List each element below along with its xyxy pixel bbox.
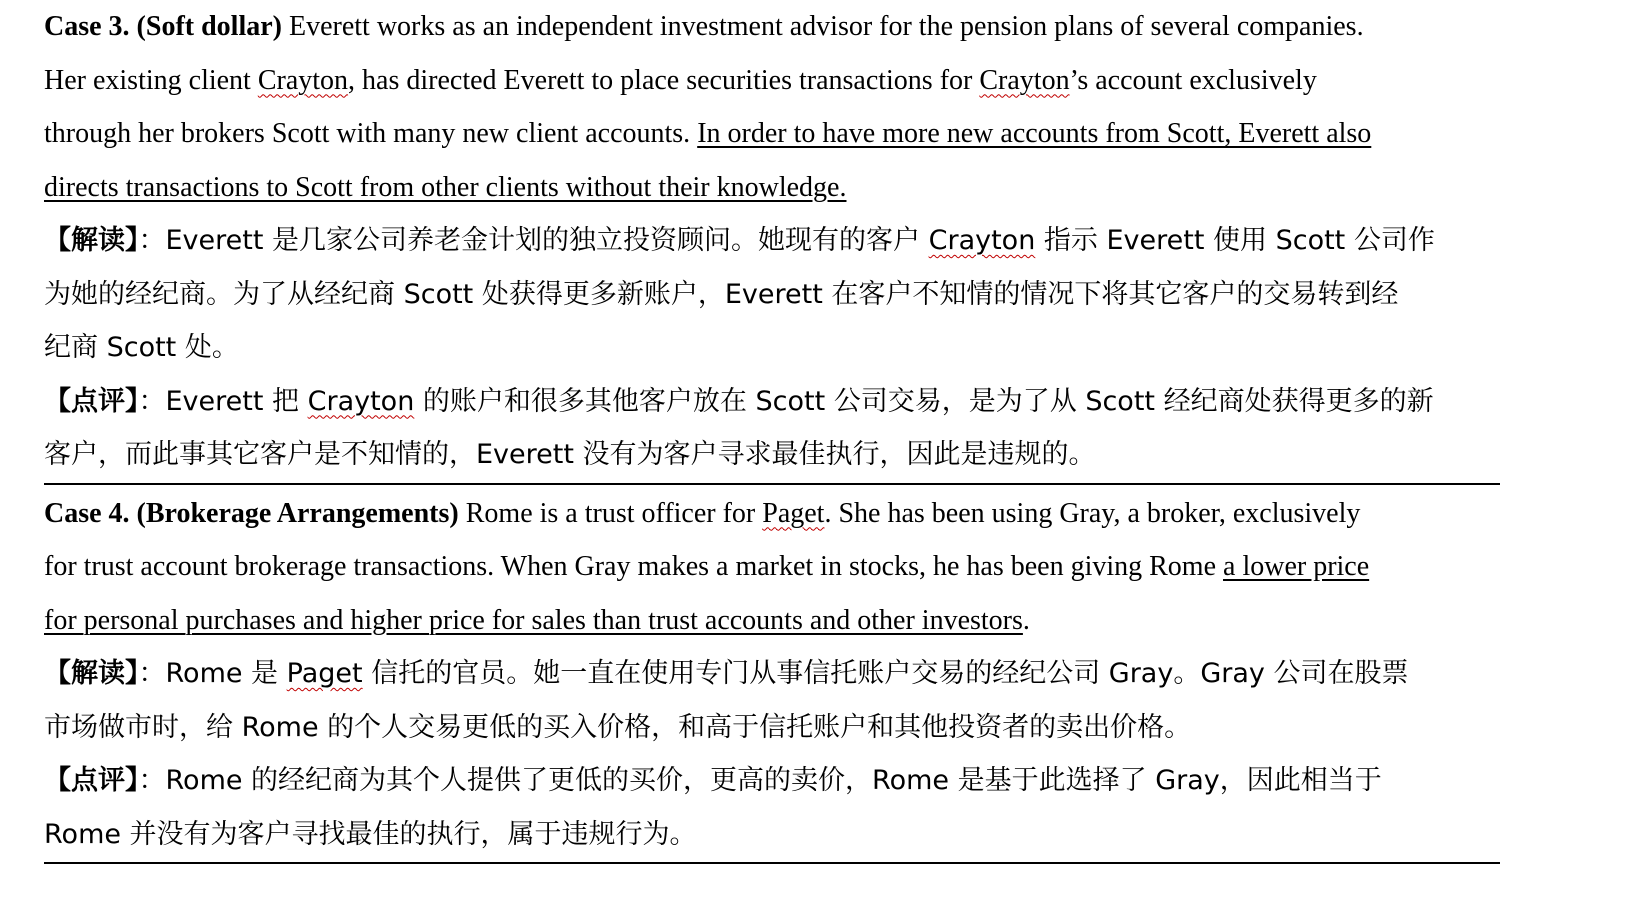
client-name-paget: Paget: [762, 497, 825, 529]
case-4-text: . She has been using Gray, a broker, exclusively: [824, 497, 1361, 529]
case-4-text: for trust account brokerage transactions. When Gray makes a market in stocks, he has been giving Rome: [44, 551, 1224, 582]
document-page: [44, 0, 1509, 866]
review-text: 的账户和很多其他客户放在 Scott 公司交易，是为了从 Scott 经纪商处获得更多的新: [414, 385, 1434, 417]
section-divider: [44, 483, 1500, 485]
review-label: 【点评】: [44, 765, 139, 796]
interpretation-text: 纪商 Scott 处。: [44, 332, 239, 363]
case-4-review-line-2: [44, 808, 1509, 862]
case-3-line-4: [44, 161, 1509, 215]
case-3-text: Everett works as an independent investment advisor for the pension plans of several companies.: [281, 11, 1364, 42]
underlined-key-sentence: directs transactions to Scott from other clients without their knowledge.: [44, 171, 847, 203]
case-4-line-2: [44, 540, 1509, 594]
case-3-interpretation-line-2: [44, 268, 1509, 322]
review-text: ：Rome 的经纪商为其个人提供了更低的买价，更高的卖价，Rome 是基于此选择了 Gray，因此相当于: [138, 765, 1382, 796]
case-4-interpretation-line-2: [44, 701, 1509, 755]
underlined-key-sentence: for personal purchases and higher price for sales than trust accounts and other investors: [44, 604, 1023, 636]
review-label: 【点评】: [44, 385, 139, 417]
case-3-text: , has directed Everett to place securities transactions for: [348, 64, 980, 96]
case-4-title: Case 4. (Brokerage Arrangements): [44, 497, 459, 529]
interpretation-text: 指示 Everett 使用 Scott 公司作: [1035, 225, 1435, 256]
case-3-review-line-1: [44, 375, 1509, 429]
section-divider: [44, 862, 1500, 864]
case-4: [44, 487, 1509, 862]
underlined-key-sentence: a lower price: [1223, 551, 1370, 582]
client-name-paget: Paget: [286, 658, 363, 689]
review-text: ：Everett 把: [138, 385, 308, 417]
interpretation-label: 【解读】: [44, 225, 139, 256]
case-3-text: through her brokers Scott with many new client accounts.: [44, 118, 698, 149]
case-3-interpretation-line-1: [44, 214, 1509, 268]
case-3-review-line-2: [44, 428, 1509, 482]
review-text: 客户，而此事其它客户是不知情的，Everett 没有为客户寻求最佳执行，因此是违规的。: [44, 439, 1096, 470]
client-name-crayton: Crayton: [257, 64, 349, 96]
case-3-title: Case 3. (Soft dollar): [44, 11, 282, 42]
case-4-text: .: [1022, 604, 1030, 636]
case-4-text: Rome is a trust officer for: [458, 497, 763, 529]
case-3-line-1: [44, 0, 1509, 54]
case-3-text: ’s account exclusively: [1069, 64, 1317, 96]
review-text: Rome 并没有为客户寻找最佳的执行，属于违规行为。: [44, 818, 697, 850]
interpretation-text: 市场做市时，给 Rome 的个人交易更低的买入价格，和高于信托账户和其他投资者的卖出价格。: [44, 711, 1192, 743]
case-3-interpretation-line-3: [44, 321, 1509, 375]
client-name-crayton: Crayton: [928, 225, 1036, 256]
interpretation-text: ：Rome 是: [138, 658, 287, 689]
underlined-key-sentence: In order to have more new accounts from Scott, Everett also: [697, 118, 1372, 149]
case-4-line-3: [44, 594, 1509, 648]
case-3-line-3: [44, 107, 1509, 161]
interpretation-text: ：Everett 是几家公司养老金计划的独立投资顾问。她现有的客户: [138, 225, 929, 256]
case-3: [44, 0, 1509, 482]
case-4-review-line-1: [44, 754, 1509, 808]
client-name-crayton: Crayton: [307, 385, 415, 417]
interpretation-text: 为她的经纪商。为了从经纪商 Scott 处获得更多新账户，Everett 在客户不知情的情况下将其它客户的交易转到经: [44, 278, 1399, 310]
case-4-line-1: [44, 487, 1509, 541]
interpretation-text: 信托的官员。她一直在使用专门从事信托账户交易的经纪公司 Gray。Gray 公司在股票: [362, 658, 1409, 689]
case-3-line-2: [44, 54, 1509, 108]
interpretation-label: 【解读】: [44, 658, 139, 689]
client-name-crayton: Crayton: [979, 64, 1070, 96]
case-4-interpretation-line-1: [44, 647, 1509, 701]
case-3-text: Her existing client: [44, 64, 258, 96]
